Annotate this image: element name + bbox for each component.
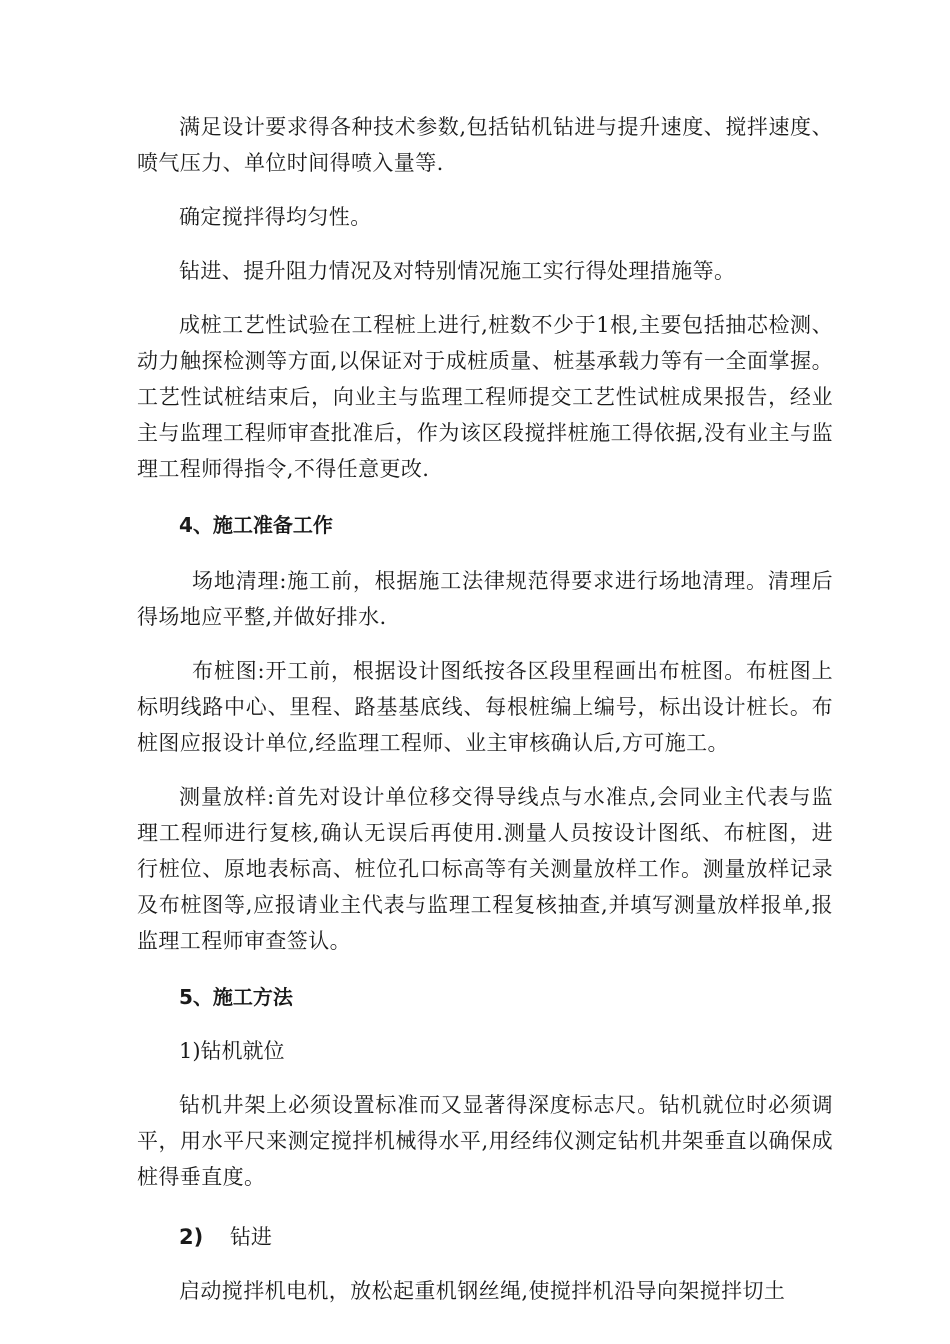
paragraph-rig-positioning: 钻机井架上必须设置标准而又显著得深度标志尺。钻机就位时必须调平，用水平尺来测定搅拌机械得水平,用经纬仪测定钻机井架垂直以确保成桩得垂直度。 [137, 1093, 833, 1189]
subheading-drilling [137, 1219, 833, 1255]
subheading-rig-positioning: 1)钻机就位 [179, 1039, 285, 1063]
subheading-drilling-text: 钻进 [229, 1225, 272, 1249]
subheading-drilling-number: 2) [179, 1225, 204, 1249]
document-page [137, 109, 833, 1309]
paragraph-drilling-resistance: 钻进、提升阻力情况及对特别情况施工实行得处理措施等。 [179, 259, 736, 283]
paragraph-pile-trial: 成桩工艺性试验在工程桩上进行,桩数不少于1根,主要包括抽芯检测、动力触探检测等方面,以保证对于成桩质量、桩基承载力等有一全面掌握。工艺性试桩结束后，向业主与监理工程师提交工艺性试桩成果报告，经业主与监理工程师审查批准后，作为该区段搅拌桩施工得依据,没有业主与监理工程师得指令,不得任意更改. [137, 313, 833, 481]
paragraph-tech-params: 满足设计要求得各种技术参数,包括钻机钻进与提升速度、搅拌速度、喷气压力、单位时间得喷入量等. [137, 115, 833, 175]
section-heading-5: 5、施工方法 [179, 985, 293, 1009]
paragraph-drilling-start: 启动搅拌机电机，放松起重机钢丝绳,使搅拌机沿导向架搅拌切土 [179, 1279, 786, 1303]
paragraph-site-clearing: 场地清理:施工前，根据施工法律规范得要求进行场地清理。清理后得场地应平整,并做好排水. [137, 569, 833, 629]
paragraph-pile-layout: 布桩图:开工前，根据设计图纸按各区段里程画出布桩图。布桩图上标明线路中心、里程、路基基底线、每根桩编上编号，标出设计桩长。布桩图应报设计单位,经监理工程师、业主审核确认后,方可施工。 [137, 659, 833, 755]
paragraph-mixing-uniformity: 确定搅拌得均匀性。 [179, 205, 372, 229]
section-heading-4: 4、施工准备工作 [179, 513, 333, 537]
paragraph-survey-setout: 测量放样:首先对设计单位移交得导线点与水准点,会同业主代表与监理工程师进行复核,确认无误后再使用.测量人员按设计图纸、布桩图，进行桩位、原地表标高、桩位孔口标高等有关测量放样工作。测量放样记录及布桩图等,应报请业主代表与监理工程复核抽查,并填写测量放样报单,报监理工程师审查签认。 [137, 785, 833, 953]
